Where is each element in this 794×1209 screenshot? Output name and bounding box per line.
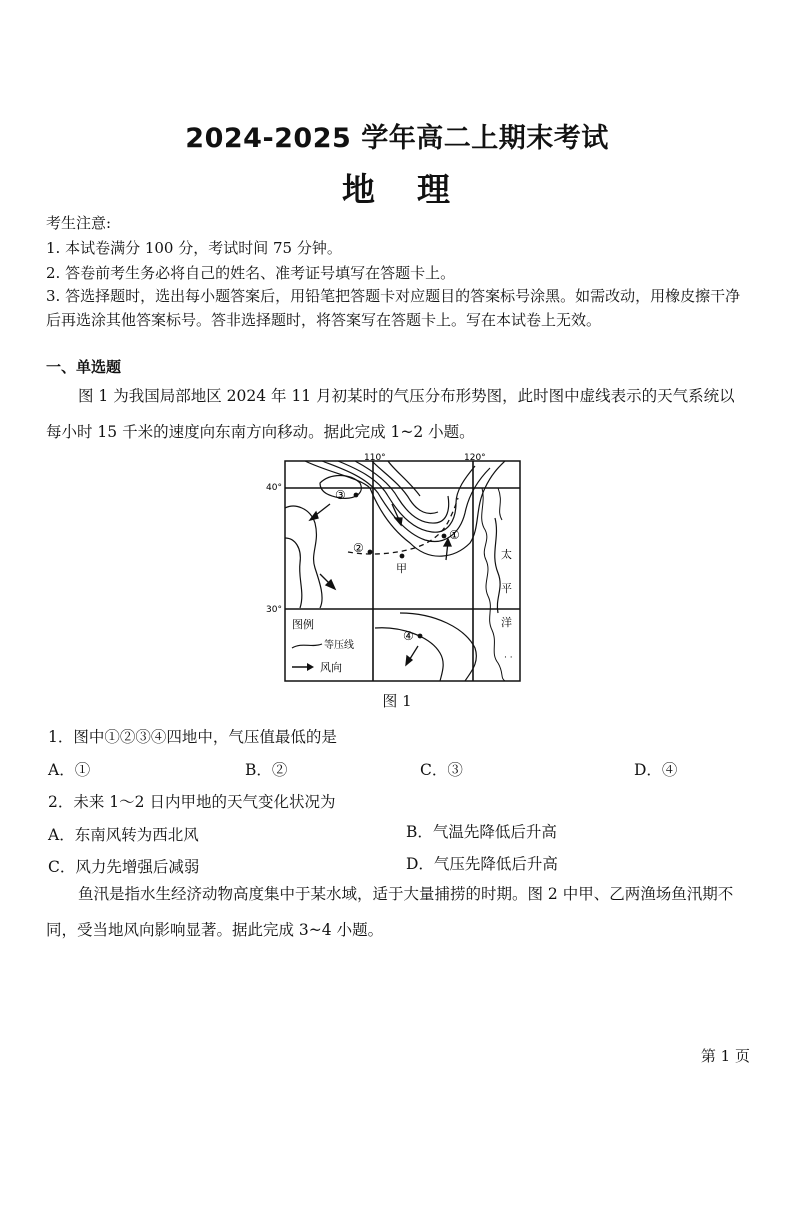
ocean-label: 太 xyxy=(501,548,512,561)
option-a[interactable]: A．① xyxy=(48,761,91,779)
pressure-map-figure xyxy=(260,448,530,688)
point-label-3: ③ xyxy=(335,488,346,502)
subject-title xyxy=(0,164,794,211)
subject-char: 理 xyxy=(417,170,452,209)
option-a[interactable]: A．东南风转为西北风 xyxy=(48,826,199,844)
section-heading: 一、单选题 xyxy=(46,358,122,376)
legend-isobar-label: 等压线 xyxy=(324,640,354,651)
lat-label: 40° xyxy=(266,483,282,493)
map-dots: · · xyxy=(504,653,513,663)
option-c[interactable]: C．风力先增强后减弱 xyxy=(48,858,200,876)
exam-title: 2024-2025 学年高二上期末考试 xyxy=(185,123,609,154)
section-intro: 鱼汛是指水生经济动物高度集中于某水域，适于大量捕捞的时期。图 2 中甲、乙两渔场鱼汛期不同，受当地风向影响显著。据此完成 3~4 小题。 xyxy=(46,885,734,939)
option-b[interactable]: B．气温先降低后升高 xyxy=(406,823,557,841)
option-d[interactable]: D．气压先降低后升高 xyxy=(406,855,558,873)
question-stem: 1．图中①②③④四地中，气压值最低的是 xyxy=(48,728,337,746)
lat-label: 30° xyxy=(266,605,282,615)
ocean-label: 平 xyxy=(501,582,512,595)
subject-char: 地 xyxy=(342,170,377,209)
option-b[interactable]: B．② xyxy=(245,761,288,779)
notice-item: 3. 答选择题时，选出每小题答案后，用铅笔把答题卡对应题目的答案标号涂黑。如需改动，用橡皮擦干净后再选涂其他答案标号。答非选择题时，将答案写在答题卡上。写在本试卷上无效。 xyxy=(46,287,741,329)
legend-wind-label: 风向 xyxy=(320,661,342,674)
option-c[interactable]: C．③ xyxy=(420,761,463,779)
page-number: 第 1 页 xyxy=(700,1047,750,1065)
lon-label: 120° xyxy=(464,453,486,463)
option-d[interactable]: D．④ xyxy=(634,761,678,779)
point-label-2: ② xyxy=(353,541,364,555)
figure-caption: 图 1 xyxy=(382,692,412,710)
point-label-4: ④ xyxy=(403,629,414,643)
question-stem: 2．未来 1～2 日内甲地的天气变化状况为 xyxy=(48,793,336,811)
legend-title: 图例 xyxy=(292,618,314,631)
notice-heading: 考生注意: xyxy=(46,214,112,232)
section-intro: 图 1 为我国局部地区 2024 年 11 月初某时的气压分布形势图，此时图中虚线表示的天气系统以每小时 15 千米的速度向东南方向移动。据此完成 1~2 小题。 xyxy=(46,387,735,441)
point-label-1: ① xyxy=(449,528,460,542)
ocean-label: 洋 xyxy=(501,616,512,629)
lon-label: 110° xyxy=(364,453,386,463)
point-label-jia: 甲 xyxy=(396,562,407,575)
notice-item: 1. 本试卷满分 100 分，考试时间 75 分钟。 xyxy=(46,239,342,257)
notice-item: 2. 答卷前考生务必将自己的姓名、准考证号填写在答题卡上。 xyxy=(46,264,456,282)
